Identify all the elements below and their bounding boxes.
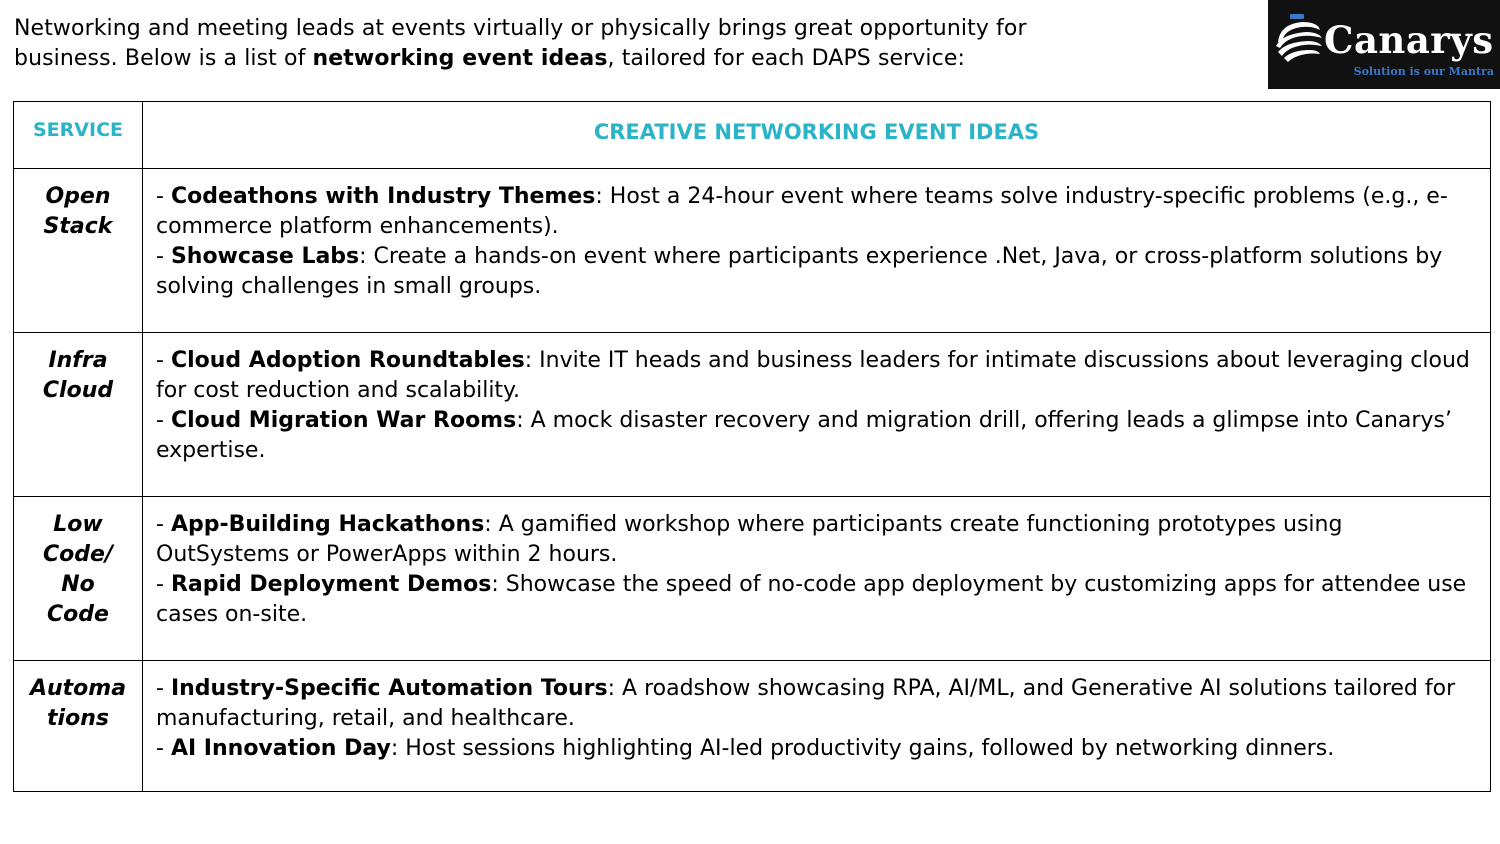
table-row: [14, 169, 1491, 333]
idea-title: Showcase Labs: [170, 244, 360, 269]
idea-text: : Showcase the speed of no-code app deployment by customizing apps for attendee use cases on-site.: [156, 572, 1467, 627]
service-name: Low Code/ No Code: [14, 497, 143, 661]
idea-title: Cloud Adoption Roundtables: [170, 348, 525, 373]
header-service: SERVICE: [14, 102, 143, 169]
intro-line-1: Networking and meeting leads at events virtually or physically brings great opportunity for: [14, 16, 1027, 41]
idea-title: Codeathons with Industry Themes: [170, 184, 596, 209]
header-ideas: CREATIVE NETWORKING EVENT IDEAS: [143, 102, 1491, 169]
event-ideas-table: [13, 101, 1491, 792]
intro-emphasis: networking event ideas: [312, 46, 608, 71]
table-header-row: [14, 102, 1491, 169]
service-name: Automa tions: [14, 661, 143, 792]
logo-tagline: Solution is our Mantra: [1353, 65, 1494, 78]
idea-item: - AI Innovation Day: Host sessions highlighting AI-led productivity gains, followed by networking dinners.: [156, 736, 1335, 761]
service-name: Infra Cloud: [14, 333, 143, 497]
idea-item: - Cloud Adoption Roundtables: Invite IT heads and business leaders for intimate discussions about leveraging cloud for cost reduction and scalability.: [156, 348, 1470, 403]
table-row: [14, 661, 1491, 792]
idea-title: Rapid Deployment Demos: [170, 572, 492, 597]
idea-text: : A mock disaster recovery and migration drill, offering leads a glimpse into Canarys’ expertise.: [156, 408, 1452, 463]
idea-text: : Host a 24-hour event where teams solve industry-specific problems (e.g., e-commerce platform enhancements).: [156, 184, 1448, 239]
idea-title: Industry-Specific Automation Tours: [170, 676, 608, 701]
idea-text: : A gamified workshop where participants create functioning prototypes using OutSystems or PowerApps within 2 hours.: [156, 512, 1343, 567]
canarys-logo: [1268, 0, 1500, 89]
ideas-cell: [143, 333, 1491, 497]
logo-wordmark: Canarys: [1324, 18, 1494, 62]
idea-title: App-Building Hackathons: [170, 512, 485, 537]
intro-line-2-start: business. Below is a list of: [14, 46, 313, 71]
idea-title: AI Innovation Day: [170, 736, 391, 761]
service-name: Open Stack: [14, 169, 143, 333]
idea-item: - Cloud Migration War Rooms: A mock disaster recovery and migration drill, offering leads a glimpse into Canarys’ expertise.: [156, 408, 1452, 463]
idea-title: Cloud Migration War Rooms: [170, 408, 517, 433]
intro-paragraph: [14, 14, 1244, 74]
idea-text: : A roadshow showcasing RPA, AI/ML, and Generative AI solutions tailored for manufacturing, retail, and healthcare.: [156, 676, 1456, 731]
canarys-swoosh-icon: [1272, 12, 1326, 68]
ideas-cell: [143, 497, 1491, 661]
idea-item: - Industry-Specific Automation Tours: A roadshow showcasing RPA, AI/ML, and Generative AI solutions tailored for manufacturing, retail, and healthcare.: [156, 676, 1456, 731]
ideas-cell: [143, 169, 1491, 333]
idea-text: : Invite IT heads and business leaders for intimate discussions about leveraging cloud for cost reduction and scalability.: [156, 348, 1470, 403]
idea-text: : Host sessions highlighting AI-led productivity gains, followed by networking dinners.: [390, 736, 1335, 761]
table-row: [14, 497, 1491, 661]
idea-text: : Create a hands-on event where participants experience .Net, Java, or cross-platform solutions by solving challenges in small groups.: [156, 244, 1443, 299]
ideas-cell: [143, 661, 1491, 792]
idea-item: - Codeathons with Industry Themes: Host a 24-hour event where teams solve industry-specific problems (e.g., e-commerce platform enhancements).: [156, 184, 1448, 239]
table-row: [14, 333, 1491, 497]
intro-line-2-end: , tailored for each DAPS service:: [607, 46, 965, 71]
idea-item: - Rapid Deployment Demos: Showcase the speed of no-code app deployment by customizing apps for attendee use cases on-site.: [156, 572, 1467, 627]
idea-item: - App-Building Hackathons: A gamified workshop where participants create functioning prototypes using OutSystems or PowerApps within 2 hours.: [156, 512, 1343, 567]
idea-item: - Showcase Labs: Create a hands-on event where participants experience .Net, Java, or cross-platform solutions by solving challenges in small groups.: [156, 244, 1443, 299]
